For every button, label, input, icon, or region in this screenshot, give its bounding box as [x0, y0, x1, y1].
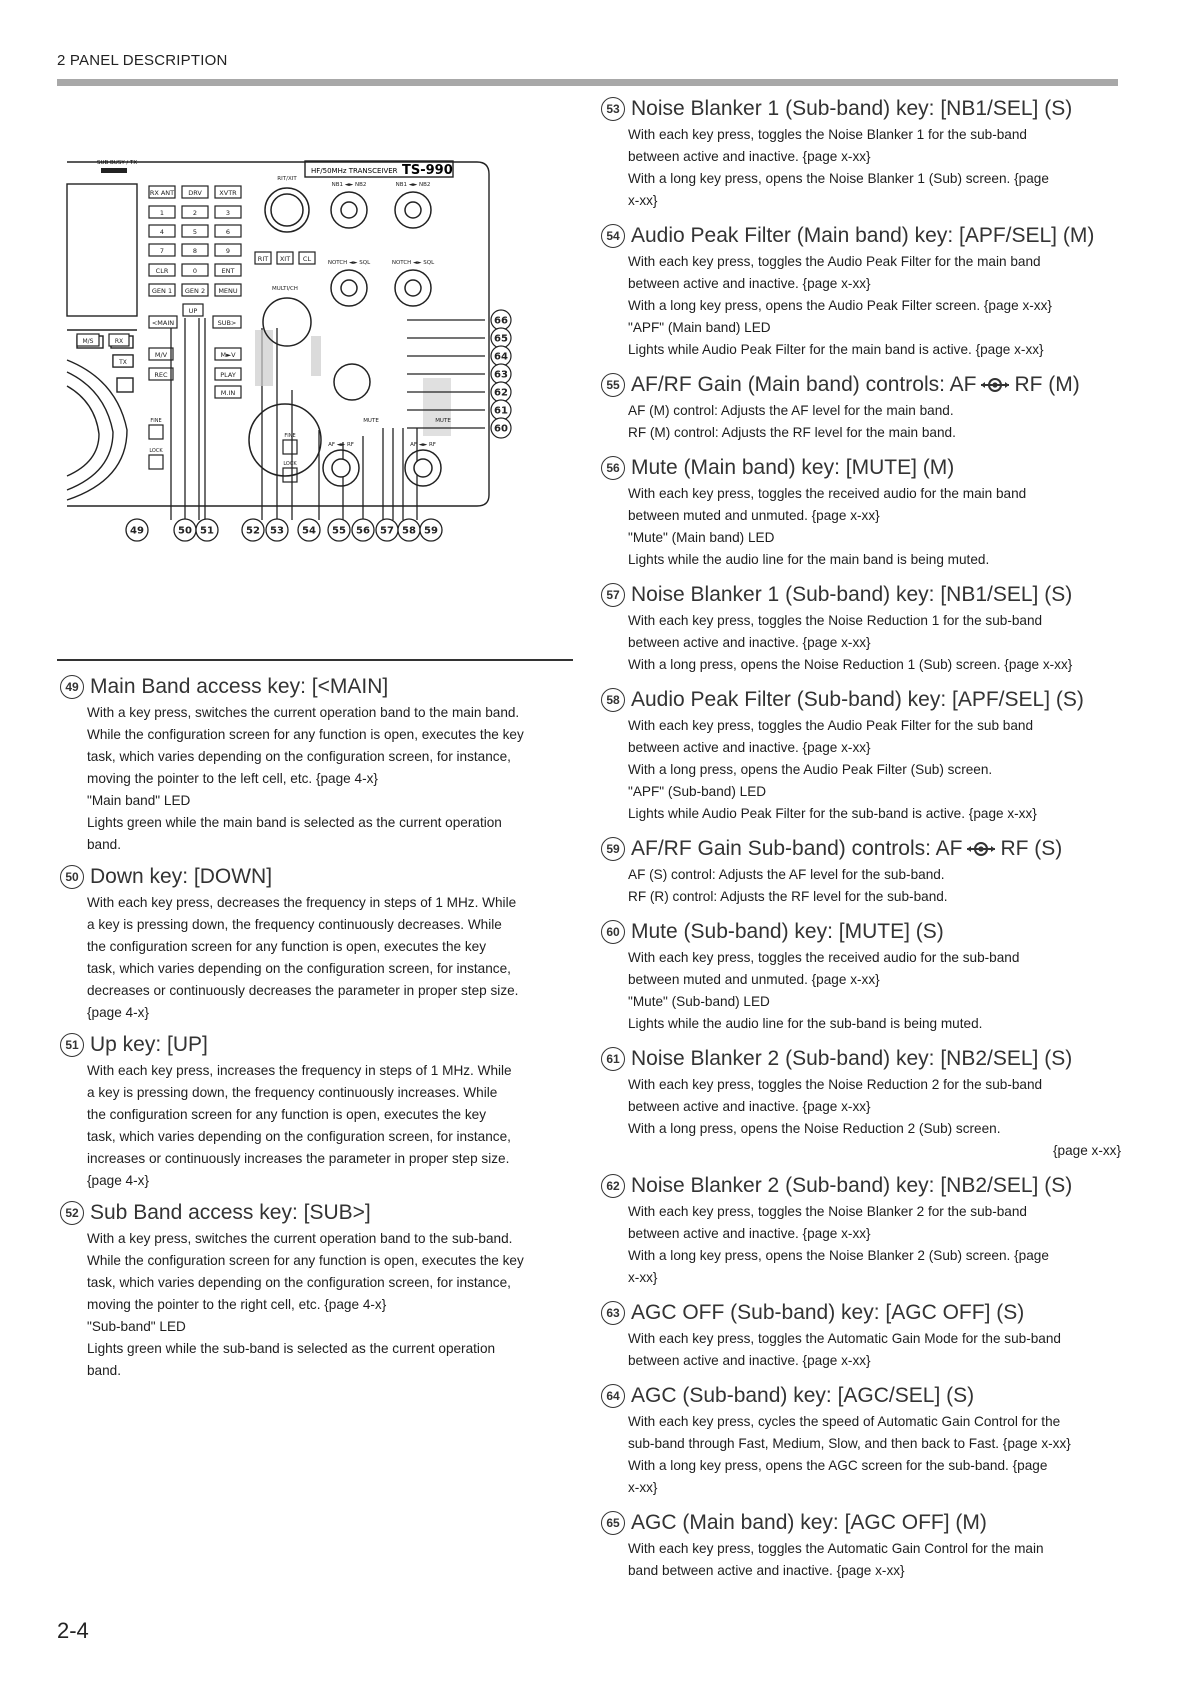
- svg-text:MUTE: MUTE: [363, 418, 379, 424]
- body-line: With each key press, toggles the Audio Peak Filter for the main band: [628, 254, 1041, 269]
- svg-text:RX ANT: RX ANT: [149, 189, 175, 197]
- body-line: moving the pointer to the left cell, etc. {page 4-x}: [87, 771, 378, 786]
- body-line: band.: [87, 1363, 122, 1378]
- callout-64: 64: [494, 351, 508, 363]
- entry-body: [628, 124, 1121, 212]
- svg-text:NOTCH ◄► SQL: NOTCH ◄► SQL: [391, 260, 435, 266]
- svg-text:RX: RX: [114, 338, 124, 345]
- entry-63: [601, 1298, 1121, 1372]
- entry-49: [60, 672, 580, 856]
- callout-number: 58: [601, 688, 625, 712]
- body-line: "APF" (Main band) LED: [628, 320, 771, 335]
- svg-text:4: 4: [159, 228, 165, 236]
- body-line: between active and inactive. {page x-xx}: [628, 1226, 871, 1241]
- svg-text:TX: TX: [119, 359, 127, 366]
- callout-52: 52: [246, 525, 260, 537]
- entry-body: [628, 1201, 1121, 1289]
- title-text: Noise Blanker 1 (Sub-band) key: [NB1/SEL] (S): [631, 97, 1073, 120]
- svg-text:ENT: ENT: [221, 267, 235, 275]
- entry-title: [60, 672, 580, 702]
- body-line: the configuration screen for any function is open, executes the key: [87, 939, 486, 954]
- entry-title: [601, 94, 1121, 124]
- svg-text:XVTR: XVTR: [219, 189, 237, 197]
- title-text: Sub Band access key: [SUB>]: [90, 1201, 371, 1224]
- callout-number: 52: [60, 1201, 84, 1225]
- body-line: With a long press, opens the Noise Reduction 2 (Sub) screen.: [628, 1121, 1001, 1136]
- svg-text:5: 5: [192, 228, 198, 236]
- svg-text:MUTE: MUTE: [435, 418, 451, 424]
- entry-60: [601, 917, 1121, 1035]
- svg-text:MENU: MENU: [218, 287, 238, 295]
- body-line: With each key press, increases the frequency in steps of 1 MHz. While: [87, 1063, 512, 1078]
- entry-62: [601, 1171, 1121, 1289]
- entry-title: [601, 453, 1121, 483]
- body-line: between active and inactive. {page x-xx}: [628, 635, 871, 650]
- svg-text:SUB>: SUB>: [217, 319, 237, 327]
- callout-61: 61: [494, 405, 508, 417]
- svg-text:MULTI/CH: MULTI/CH: [272, 286, 298, 292]
- callout-57: 57: [380, 525, 394, 537]
- entry-51: [60, 1030, 580, 1192]
- title-text: AGC OFF (Sub-band) key: [AGC OFF] (S): [631, 1301, 1025, 1324]
- svg-text:LOCK: LOCK: [149, 448, 163, 454]
- body-line: between active and inactive. {page x-xx}: [628, 1353, 871, 1368]
- callout-62: 62: [494, 387, 508, 399]
- entry-50: [60, 862, 580, 1024]
- body-line: Lights while Audio Peak Filter for the sub-band is active. {page x-xx}: [628, 806, 1037, 821]
- svg-text:GEN 2: GEN 2: [184, 287, 206, 295]
- entry-title: [601, 834, 1121, 864]
- body-line: Lights while Audio Peak Filter for the main band is active. {page x-xx}: [628, 342, 1044, 357]
- entry-title: [601, 1298, 1121, 1328]
- body-line: task, which varies depending on the configuration screen, for instance,: [87, 749, 511, 764]
- callout-number: 51: [60, 1033, 84, 1057]
- svg-text:M.IN: M.IN: [220, 389, 236, 397]
- entry-title: [601, 1381, 1121, 1411]
- entry-title: [60, 1198, 580, 1228]
- callout-50: 50: [178, 525, 192, 537]
- body-line: "Mute" (Sub-band) LED: [628, 994, 770, 1009]
- body-line: Lights while the audio line for the sub-band is being muted.: [628, 1016, 983, 1031]
- body-line: task, which varies depending on the configuration screen, for instance,: [87, 961, 511, 976]
- title-text: Up key: [UP]: [90, 1033, 208, 1056]
- callout-number: 61: [601, 1047, 625, 1071]
- body-line: x-xx}: [628, 1270, 658, 1285]
- body-line: "APF" (Sub-band) LED: [628, 784, 767, 799]
- body-line: {page 4-x}: [87, 1173, 149, 1188]
- body-line: Lights green while the main band is selected as the current operation: [87, 815, 502, 830]
- callout-number: 59: [601, 837, 625, 861]
- body-line: a key is pressing down, the frequency continuously increases. While: [87, 1085, 498, 1100]
- entry-title: [601, 580, 1121, 610]
- entry-53: [601, 94, 1121, 212]
- callout-56: 56: [356, 525, 370, 537]
- page-number: 2-4: [57, 1618, 89, 1643]
- svg-text:NB1 ◄► NB2: NB1 ◄► NB2: [331, 182, 367, 188]
- entry-58: [601, 685, 1121, 825]
- svg-text:M►V: M►V: [220, 351, 236, 359]
- af-rf-dual-knob-icon: [980, 377, 1010, 393]
- right-column: [601, 94, 1121, 1591]
- body-line: task, which varies depending on the configuration screen, for instance,: [87, 1275, 511, 1290]
- body-line: between muted and unmuted. {page x-xx}: [628, 972, 880, 987]
- callout-66: 66: [494, 315, 508, 327]
- title-text: Main Band access key: [<MAIN]: [90, 675, 389, 698]
- svg-text:SUB BUSY / TX: SUB BUSY / TX: [97, 160, 138, 166]
- body-line: x-xx}: [628, 1480, 658, 1495]
- callout-number: 65: [601, 1511, 625, 1535]
- body-line: x-xx}: [628, 193, 658, 208]
- body-line: sub-band through Fast, Medium, Slow, and then back to Fast. {page x-xx}: [628, 1436, 1071, 1451]
- svg-text:2: 2: [192, 209, 198, 217]
- svg-text:3: 3: [225, 209, 231, 217]
- callout-59: 59: [424, 525, 438, 537]
- title-text-suffix: RF (M): [1014, 373, 1080, 396]
- callout-49: 49: [130, 525, 144, 537]
- callout-60: 60: [494, 423, 508, 435]
- body-line: With each key press, toggles the received audio for the sub-band: [628, 950, 1020, 965]
- callout-number: 54: [601, 224, 625, 248]
- entry-title: [60, 862, 580, 892]
- title-text: AF/RF Gain (Main band) controls: AF: [631, 373, 977, 396]
- title-text: Audio Peak Filter (Sub-band) key: [APF/SEL] (S): [631, 688, 1084, 711]
- entry-title: [601, 685, 1121, 715]
- body-line: With a long press, opens the Audio Peak Filter (Sub) screen.: [628, 762, 993, 777]
- body-line: {page 4-x}: [87, 1005, 149, 1020]
- svg-text:RIT/XIT: RIT/XIT: [277, 176, 297, 182]
- body-line: With each key press, toggles the Noise Reduction 2 for the sub-band: [628, 1077, 1043, 1092]
- callout-51: 51: [200, 525, 214, 537]
- entry-title: [601, 917, 1121, 947]
- body-line: With a long key press, opens the AGC screen for the sub-band. {page: [628, 1458, 1048, 1473]
- entry-body: [628, 947, 1121, 1035]
- body-line: Lights green while the sub-band is selected as the current operation: [87, 1341, 496, 1356]
- body-line: the configuration screen for any function is open, executes the key: [87, 1107, 486, 1122]
- callout-number: 60: [601, 920, 625, 944]
- body-line: band between active and inactive. {page x-xx}: [628, 1563, 905, 1578]
- entry-body: [87, 702, 580, 856]
- entry-body: [87, 1228, 580, 1382]
- body-line: Lights while the audio line for the main band is being muted.: [628, 552, 990, 567]
- svg-text:CLR: CLR: [155, 267, 169, 275]
- model-name: TS-990: [402, 163, 453, 178]
- svg-text:7: 7: [159, 247, 165, 255]
- callout-65: 65: [494, 333, 508, 345]
- svg-text:RIT: RIT: [257, 255, 269, 263]
- section-header: 2 PANEL DESCRIPTION: [57, 52, 228, 69]
- body-line: With each key press, cycles the speed of Automatic Gain Control for the: [628, 1414, 1061, 1429]
- entry-title: [601, 221, 1121, 251]
- body-line: With a key press, switches the current operation band to the sub-band.: [87, 1231, 513, 1246]
- title-text: AF/RF Gain Sub-band) controls: AF: [631, 837, 963, 860]
- body-line: With a long key press, opens the Noise Blanker 1 (Sub) screen. {page: [628, 171, 1049, 186]
- body-line: moving the pointer to the right cell, etc. {page 4-x}: [87, 1297, 387, 1312]
- callout-number: 62: [601, 1174, 625, 1198]
- entry-body: [628, 715, 1121, 825]
- panel-figure: [57, 150, 567, 598]
- svg-text:NB1 ◄► NB2: NB1 ◄► NB2: [395, 182, 431, 188]
- body-line: With each key press, toggles the Audio Peak Filter for the sub band: [628, 718, 1034, 733]
- callout-number: 50: [60, 865, 84, 889]
- svg-text:M/S: M/S: [82, 338, 94, 345]
- body-line: between active and inactive. {page x-xx}: [628, 149, 871, 164]
- body-line: AF (M) control: Adjusts the AF level for the main band.: [628, 403, 954, 418]
- body-line: With each key press, toggles the received audio for the main band: [628, 486, 1027, 501]
- svg-text:M/V: M/V: [154, 351, 168, 359]
- entry-body: [628, 483, 1121, 571]
- entry-56: [601, 453, 1121, 571]
- callout-55: 55: [332, 525, 346, 537]
- entry-65: [601, 1508, 1121, 1582]
- body-line: With a key press, switches the current operation band to the main band.: [87, 705, 520, 720]
- svg-text:LOCK: LOCK: [283, 461, 297, 467]
- svg-text:8: 8: [192, 247, 198, 255]
- body-line: With each key press, toggles the Automatic Gain Mode for the sub-band: [628, 1331, 1061, 1346]
- title-text: Mute (Main band) key: [MUTE] (M): [631, 456, 955, 479]
- entry-54: [601, 221, 1121, 361]
- body-line: With a long key press, opens the Noise Blanker 2 (Sub) screen. {page: [628, 1248, 1049, 1263]
- title-text: AGC (Sub-band) key: [AGC/SEL] (S): [631, 1384, 975, 1407]
- body-line: With a long key press, opens the Audio Peak Filter screen. {page x-xx}: [628, 298, 1052, 313]
- callout-63: 63: [494, 369, 508, 381]
- entry-title: [601, 1508, 1121, 1538]
- entry-body: [628, 610, 1121, 676]
- svg-text:AF ◄► RF: AF ◄► RF: [328, 442, 354, 448]
- entry-title: [601, 370, 1121, 400]
- callout-58: 58: [402, 525, 416, 537]
- entry-title: [601, 1171, 1121, 1201]
- entry-52: [60, 1198, 580, 1382]
- body-line: With each key press, decreases the frequency in steps of 1 MHz. While: [87, 895, 517, 910]
- callout-number: 49: [60, 675, 84, 699]
- entry-title: [601, 1044, 1121, 1074]
- body-line: between muted and unmuted. {page x-xx}: [628, 508, 880, 523]
- body-line: "Sub-band" LED: [87, 1319, 186, 1334]
- callout-number: 63: [601, 1301, 625, 1325]
- callout-number: 53: [601, 97, 625, 121]
- callout-number: 55: [601, 373, 625, 397]
- svg-text:9: 9: [225, 247, 231, 255]
- body-line: between active and inactive. {page x-xx}: [628, 740, 871, 755]
- body-line: While the configuration screen for any function is open, executes the key: [87, 1253, 524, 1268]
- body-line: "Mute" (Main band) LED: [628, 530, 775, 545]
- body-line-right: {page x-xx}: [1052, 1143, 1121, 1158]
- svg-text:DRV: DRV: [188, 189, 202, 197]
- body-line: "Main band" LED: [87, 793, 191, 808]
- svg-text:AF ◄► RF: AF ◄► RF: [410, 442, 436, 448]
- body-line: AF (S) control: Adjusts the AF level for the sub-band.: [628, 867, 945, 882]
- svg-text:XIT: XIT: [279, 255, 291, 263]
- header-rule: [57, 79, 1118, 86]
- entry-61: [601, 1044, 1121, 1162]
- svg-text:NOTCH ◄► SQL: NOTCH ◄► SQL: [327, 260, 371, 266]
- entry-body: [628, 1074, 1121, 1162]
- body-line: While the configuration screen for any function is open, executes the key: [87, 727, 524, 742]
- entry-body: [628, 400, 1121, 444]
- entry-body: [87, 892, 580, 1024]
- body-line: a key is pressing down, the frequency continuously decreases. While: [87, 917, 502, 932]
- callout-54: 54: [302, 525, 316, 537]
- entry-title: [60, 1030, 580, 1060]
- entry-body: [87, 1060, 580, 1192]
- title-text-suffix: RF (S): [1000, 837, 1063, 860]
- callout-number: 57: [601, 583, 625, 607]
- title-text: Mute (Sub-band) key: [MUTE] (S): [631, 920, 944, 943]
- entry-57: [601, 580, 1121, 676]
- body-line: With each key press, toggles the Noise Blanker 1 for the sub-band: [628, 127, 1027, 142]
- figure-rule: [57, 659, 573, 661]
- title-text: Noise Blanker 2 (Sub-band) key: [NB2/SEL] (S): [631, 1174, 1073, 1197]
- entry-64: [601, 1381, 1121, 1499]
- body-line: With each key press, toggles the Noise Blanker 2 for the sub-band: [628, 1204, 1027, 1219]
- entry-body: [628, 1411, 1121, 1499]
- body-line: increases or continuously increases the parameter in proper step size.: [87, 1151, 510, 1166]
- svg-text:FINE: FINE: [284, 433, 296, 439]
- callout-53: 53: [270, 525, 284, 537]
- body-line: RF (R) control: Adjusts the RF level for the sub-band.: [628, 889, 948, 904]
- svg-text:UP: UP: [188, 307, 198, 315]
- entry-body: [628, 864, 1121, 908]
- entry-55: [601, 370, 1121, 444]
- body-line: task, which varies depending on the configuration screen, for instance,: [87, 1129, 511, 1144]
- left-column: [60, 672, 580, 1388]
- title-text: Noise Blanker 1 (Sub-band) key: [NB1/SEL] (S): [631, 583, 1073, 606]
- body-line: between active and inactive. {page x-xx}: [628, 1099, 871, 1114]
- callout-number: 64: [601, 1384, 625, 1408]
- svg-text:0: 0: [192, 267, 198, 275]
- body-line: decreases or continuously decreases the parameter in proper step size.: [87, 983, 519, 998]
- title-text: Down key: [DOWN]: [90, 865, 273, 888]
- title-text: Noise Blanker 2 (Sub-band) key: [NB2/SEL] (S): [631, 1047, 1073, 1070]
- body-line: RF (M) control: Adjusts the RF level for the main band.: [628, 425, 956, 440]
- svg-text:CL: CL: [302, 255, 312, 263]
- entry-body: [628, 251, 1121, 361]
- svg-text:<MAIN: <MAIN: [151, 319, 175, 327]
- title-text: Audio Peak Filter (Main band) key: [APF/SEL] (M): [631, 224, 1095, 247]
- model-label: HF/50MHz TRANSCEIVER: [311, 167, 398, 175]
- svg-text:6: 6: [225, 228, 231, 236]
- title-text: AGC (Main band) key: [AGC OFF] (M): [631, 1511, 987, 1534]
- svg-text:1: 1: [159, 209, 165, 217]
- body-line: band.: [87, 837, 122, 852]
- entry-body: [628, 1328, 1121, 1372]
- body-line: With each key press, toggles the Noise Reduction 1 for the sub-band: [628, 613, 1043, 628]
- entry-59: [601, 834, 1121, 908]
- svg-text:REC: REC: [154, 371, 168, 379]
- af-rf-dual-knob-icon: [966, 841, 996, 857]
- svg-text:FINE: FINE: [150, 418, 162, 424]
- callout-number: 56: [601, 456, 625, 480]
- body-line: between active and inactive. {page x-xx}: [628, 276, 871, 291]
- body-line: With a long press, opens the Noise Reduction 1 (Sub) screen. {page x-xx}: [628, 657, 1073, 672]
- body-line: With each key press, toggles the Automatic Gain Control for the main: [628, 1541, 1044, 1556]
- entry-body: [628, 1538, 1121, 1582]
- svg-text:GEN 1: GEN 1: [151, 287, 173, 295]
- svg-text:PLAY: PLAY: [220, 371, 236, 379]
